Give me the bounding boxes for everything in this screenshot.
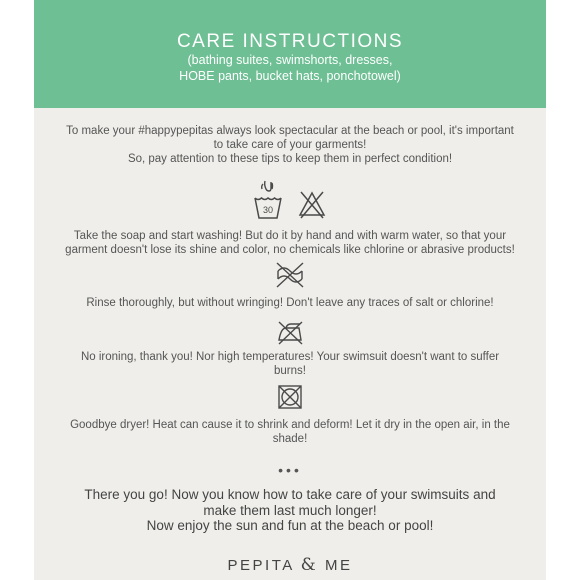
wash-temperature: 30	[262, 205, 274, 215]
subtitle-line-2: HOBE pants, bucket hats, ponchotowel)	[179, 68, 401, 83]
step-1-line-2: garment doesn't lose its shine and color, no chemicals like chlorine or abrasive products!	[65, 244, 515, 256]
intro-text	[34, 124, 546, 166]
step-4-line-1: Goodbye dryer! Heat can cause it to shrink and deform! Let it dry in the open air, in the	[70, 419, 510, 431]
brand-name-left: PEPITA	[227, 557, 294, 574]
do-not-wring-icon	[275, 261, 305, 289]
hand-wash-30-icon	[253, 178, 283, 220]
intro-line-3: So, pay attention to these tips to keep them in perfect condition!	[127, 153, 453, 165]
step-2-text	[34, 296, 546, 310]
step-1-icons	[34, 178, 546, 220]
step-1-line-1: Take the soap and start washing! But do it by hand and with warm water, so that your	[73, 230, 507, 242]
brand-logo	[34, 555, 546, 575]
do-not-tumble-dry-icon	[276, 383, 304, 411]
step-3-line-2: burns!	[274, 365, 306, 377]
brand-name-right: ME	[324, 557, 353, 574]
step-3-icons	[34, 318, 546, 346]
subtitle-line-1: (bathing suites, swimshorts, dresses,	[187, 53, 393, 67]
step-2-line-1: Rinse thoroughly, but without wringing! Don't leave any traces of salt or chlorine!	[86, 297, 494, 309]
intro-line-1: To make your #happypepitas always look spectacular at the beach or pool, it's important	[66, 125, 514, 137]
step-1-text	[34, 229, 546, 257]
do-not-bleach-icon	[297, 178, 327, 220]
care-card	[34, 0, 546, 580]
brand-ampersand: &	[300, 555, 319, 575]
intro-line-2: to take care of your garments!	[213, 139, 367, 151]
closing-line-3: Now enjoy the sun and fun at the beach or pool!	[146, 518, 434, 533]
step-3-line-1: No ironing, thank you! Nor high temperatures! Your swimsuit doesn't want to suffer	[80, 351, 500, 363]
page-title: CARE INSTRUCTIONS	[176, 31, 404, 52]
header-banner	[34, 0, 546, 108]
step-4-icons	[34, 383, 546, 411]
closing-line-1: There you go! Now you know how to take care of your swimsuits and	[84, 487, 496, 502]
step-3-text	[34, 350, 546, 378]
step-4-text	[34, 418, 546, 446]
section-separator: •••	[278, 462, 302, 478]
step-2-icons	[34, 261, 546, 289]
closing-line-2: make them last much longer!	[203, 502, 377, 518]
do-not-iron-icon	[275, 318, 305, 346]
closing-text	[34, 487, 546, 534]
step-4-line-2: shade!	[272, 433, 308, 445]
